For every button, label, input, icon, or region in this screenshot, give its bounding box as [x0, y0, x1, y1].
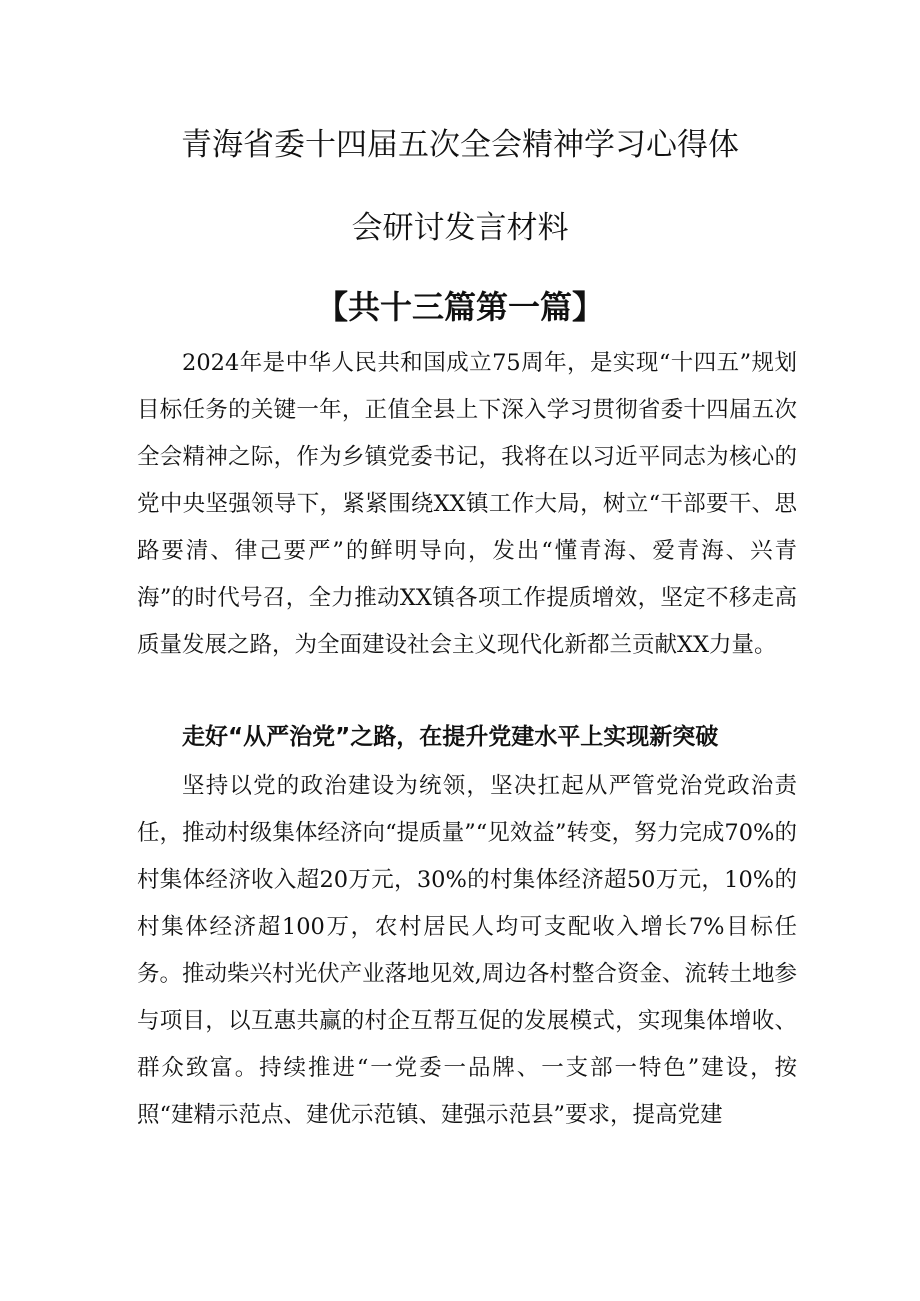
document-title-line-2: 会研讨发言材料: [351, 210, 569, 246]
paragraph-intro: 2024年是中华人民共和国成立75周年，是实现“十四五”规划目标任务的关键一年，正值全县上下深入学习贯彻省委十四届五次全会精神之际，作为乡镇党委书记，我将在以习近平同志为核心的党中央坚强领导下，紧紧围绕XX镇工作大局，树立“干部要干、思路要清、律己要严”的鲜明导向，发出“懂青海、爱青海、兴青海”的时代号召，全力推动XX镇各项工作提质增效，坚定不移走高质量发展之路，为全面建设社会主义现代化新都兰贡献XX力量。: [137, 350, 797, 658]
document-title-line-1: 青海省委十四届五次全会精神学习心得体: [181, 127, 739, 163]
paragraph-party-building: 坚持以党的政治建设为统领，坚决扛起从严管党治党政治责任，推动村级集体经济向“提质量”“见效益”转变，努力完成70%的村集体经济收入超20万元，30%的村集体经济超50万元，10%的村集体经济超100万，农村居民人均可支配收入增长7%目标任务。推动柴兴村光伏产业落地见效,周边各村整合资金、流转土地参与项目，以互惠共赢的村企互帮互促的发展模式，实现集体增收、群众致富。持续推进“一党委一品牌、一支部一特色”建设，按照“建精示范点、建优示范镇、建强示范县”要求，提高党建: [137, 773, 797, 1128]
section-heading: 走好“从严治党”之路，在提升党建水平上实现新突破: [182, 724, 719, 750]
document-subtitle: 【共十三篇第一篇】: [315, 288, 604, 326]
